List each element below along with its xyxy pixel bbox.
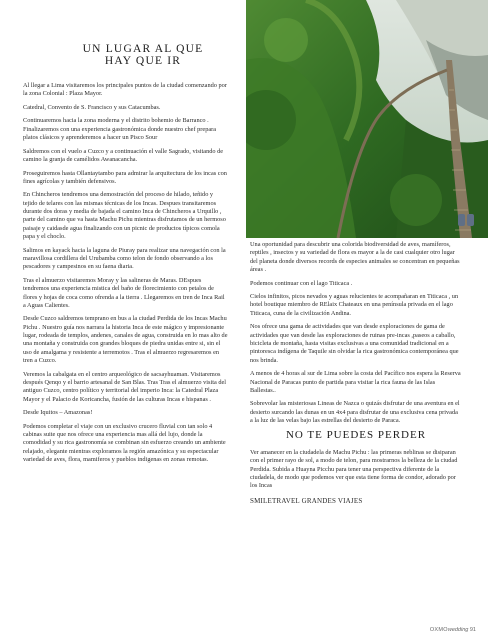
- page-title: [58, 43, 228, 67]
- paragraph: Veremos la cabalgata en el centro arqueológico de sacsayhuaman. Visitaremos después Qenqo y el barrio artesanal de San Blas. Tras Tras el almuerzo visita del antiguo Cuzco, centro político y territorial del imperio Inca: la Catedral Plaza Mayor y el Palacio de Koricancha, fusión de las culturas Incas e hispanas .: [23, 370, 227, 403]
- section-subheading: NO TE PUEDES PERDER: [285, 429, 427, 442]
- paragraph: Al llegar a Lima visitaremos los principales puntos de la ciudad comenzando por la zona Colonial : Plaza Mayor.: [23, 82, 227, 98]
- paragraph: A menos de 4 horas al sur de Lima sobre la costa del Pacífico nos espera la Reserva Nacional de Paracas punto de partida para visitar la rica fauna de las Islas Ballestas..: [250, 370, 461, 394]
- paragraph: Sobrevolar las misteriosas Lineas de Nazca o quizás disfrutar de una aventura en el desierto surcando las dunas en un 4x4 para disfrutar de una exclusiva cena privada a la luz de las velas bajo las estrellas del desierto de Paraca.: [250, 400, 460, 425]
- page-footer: [430, 627, 476, 633]
- paragraph: Proseguiremos hasta Ollantaytambo para admirar la arquitectura de los incas con fines agrícolas y también defensivos.: [23, 169, 227, 185]
- paragraph: Podemos continuar con el lago Titicaca .: [250, 279, 353, 287]
- paragraph: Saldremos con el vuelo a Cuzco y a continuación el valle Sagrado, visitando de camino la granja de camélidos Awanacancha.: [23, 147, 224, 163]
- paragraph: Nos ofrece una gama de actividades que van desde exploraciones de gama de actividades que van desde las exploraciones de ruinas pre-incas ,paseos a caballo, bicicleta de montaña, hasta visitas exclusivas a una comunidad tradicional en a pintoresca indígena de Taquile sin olvidar la rica gastronómica contemporánea que nos brinda.: [250, 323, 459, 364]
- right-column: [250, 241, 462, 510]
- paragraph: Cielos infinitos, picos nevados y aguas relucientes te acompañaran en Titicaca , un hotel boutique miembro de RElaix Chateaux en una península privada en el lago Titicaca, cuna de la civilización Andina.: [250, 293, 459, 317]
- mountain-stairway-photo: [246, 0, 488, 238]
- title-line-1: UN LUGAR AL QUE: [82, 43, 204, 55]
- left-column: [23, 82, 228, 470]
- paragraph: Ver amanecer en la ciudadela de Machu Pichu : las primeras neblinas se disiparan con el primer rayo de sol, a modo de telon, para mostrarnos la belleza de la ciudad Perdida. Subida a Huayna Picchu para tener una perspectiva diferente de la ciudadela, de modo que podemos ver que esta tiene forma de condor, adorado por los Incas: [250, 448, 458, 490]
- page-number: 91: [469, 627, 476, 633]
- footer-section: wedding: [447, 627, 469, 633]
- title-line-2: HAY QUE IR: [104, 55, 182, 67]
- paragraph: Tras el almuerzo visitaremos Moray y las salineras de Maras. DEspues tendremos una experiencia mistica del baño de florecimiento con petalos de flores y hojas de coca como ofrenda a la tierra . Llegaremos en tren de Inca Rail a Aguas Calientes.: [23, 276, 225, 309]
- paragraph: Una oportunidad para descubrir una colorida biodiversidad de aves, mamíferos, reptiles , insectos y su variedad de flora es mayor a la de casi cualquier otro lugar del planeta donde diversos records de especies animales se concentran en pequeñas áreas .: [250, 241, 460, 274]
- paragraph: Catedral, Convento de S. Francisco y sus Catacumbas.: [23, 103, 161, 111]
- paragraph: Podemos completar el viaje con un exclusivo crucero fluvial con tan solo 4 cabinas suite que nos ofrece una experiencia mas allá del lujo, donde la comodidad y su rica gastronomía se combinan sin esfuerzo creando un ambiente relajado, elegante mientras exploramos la región amazónica y su espectacular variedad de aves, flora, mamiferos y pueblos indigenas en zonas remotas.: [23, 422, 226, 464]
- paragraph: Continuaremos hacia la zona moderna y el distrito bohemio de Barranco . Finalizaremos con una experiencia gastronómica donde nuestro chef prepara platos clásicos y aprenderemos a hacer un Pisco Sour: [23, 117, 217, 142]
- paragraph: Salimos en kayack hacia la laguna de Piuray para realizar una navegación con la maravillosa cordillera del Urubamba como telon de fondo observando a los pescadores y campesinos en su faena diaria.: [23, 246, 226, 271]
- paragraph: En Chincheros tendremos una demostración del proceso de hilado, teñido y tejido de telares con las mismas técnicas de los Incas. Despues transitaremos durante dos doras y media de bajada el camino Inca de Chincheros a Urquillo , parte del camino que va hasta Machu Pichu mientras disfrutamos de un hermoso paisaje y caidasde agua finalizando con un picnic de productos típicos comola papa y el choclo.: [23, 191, 226, 241]
- signature: SMILETRAVEL GRANDES VIAJES: [250, 496, 363, 505]
- paragraph: Desde Iquitos – Amazonas!: [23, 409, 93, 417]
- footer-brand: OXMO: [429, 627, 448, 633]
- hero-photo: [246, 0, 488, 238]
- paragraph: Desde Cuzco saldremos temprano en bus a la ciudad Perdida de los Incas Machu Pichu . Nuestro guía nos narrara la historia Inca de este mágico y impresionante lugar, rodeada de templos, andenes, canales de agua, construida en lo mas alto de una montaña y construida con grandes bloques de piedra unidas entre si, sin el uso de amalgama y resistente a terremotos . Tras el almuerzo regresaremos en tren a Cuzco.: [23, 315, 228, 365]
